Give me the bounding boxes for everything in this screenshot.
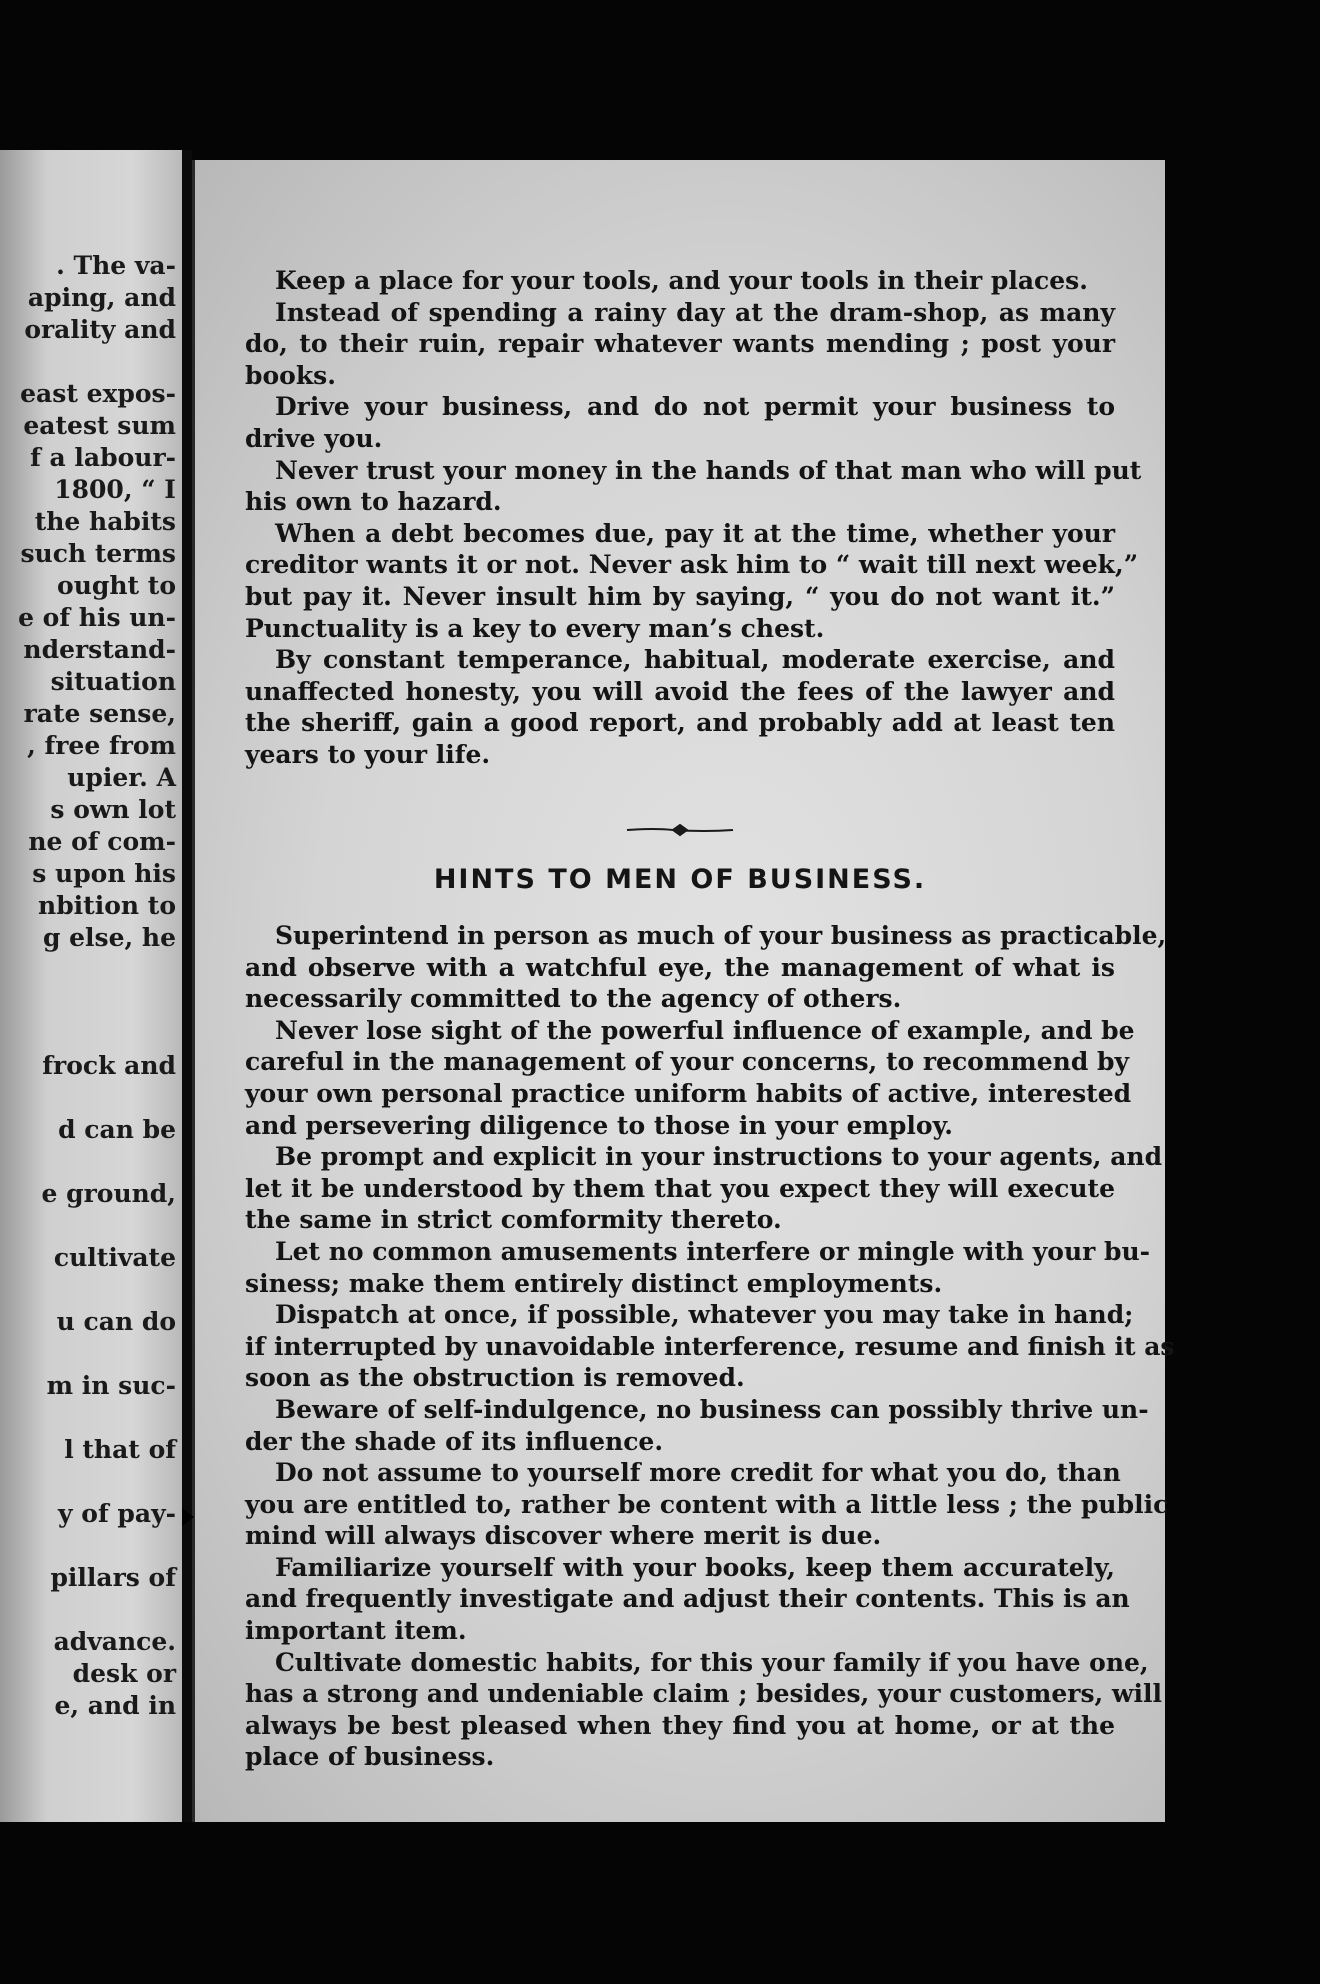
paragraph-line: By constant temperance, habitual, moderate exercise, and [275, 645, 1115, 675]
fragment-line: y of pay- [58, 1499, 176, 1528]
fragment-line: cultivate [53, 1243, 176, 1272]
paragraph-line: drive you. [245, 423, 383, 453]
paragraph-line: but pay it. Never insult him by saying, “ you do not want it.” [245, 581, 1115, 611]
fragment-line [18, 1274, 176, 1306]
page-gutter [182, 150, 192, 1822]
paragraph-line: mind will always discover where merit is due. [245, 1521, 882, 1551]
paragraph-line: Cultivate domestic habits, for this your family if you have one, [275, 1647, 1149, 1677]
paragraph-line: years to your life. [245, 739, 491, 769]
paragraph-line: Punctuality is a key to every man’s chest. [245, 613, 825, 643]
fragment-line [18, 1594, 176, 1626]
paragraph-line: careful in the management of your concerns, to recommend by [245, 1047, 1130, 1077]
fragment-line [18, 1466, 176, 1498]
paragraph-line: soon as the obstruction is removed. [245, 1363, 745, 1393]
fragment-line: , free from [27, 731, 176, 760]
fragment-line [18, 1210, 176, 1242]
paragraph-line: and persevering diligence to those in your employ. [245, 1110, 953, 1140]
lower-text-block [245, 920, 1175, 1773]
paragraph-line: Never trust your money in the hands of that man who will put [275, 455, 1142, 485]
divider-ornament [625, 822, 735, 838]
fragment-line [18, 1338, 176, 1370]
fragment-line: u can do [56, 1307, 176, 1336]
paragraph-line: Drive your business, and do not permit your business to [275, 392, 1115, 422]
paragraph-line: his own to hazard. [245, 487, 502, 517]
paragraph-line: always be best pleased when they find you at home, or at the [245, 1710, 1115, 1740]
paragraph-line: When a debt becomes due, pay it at the time, whether your [275, 518, 1115, 548]
fragment-line: orality and [24, 315, 176, 344]
fragment-line: l that of [64, 1435, 176, 1464]
fragment-line [18, 1530, 176, 1562]
fragment-line: such terms [20, 539, 176, 568]
upper-text-block [245, 265, 1142, 771]
paragraph-line: siness; make them entirely distinct employments. [245, 1268, 943, 1298]
paragraph-line: and frequently investigate and adjust their contents. This is an [245, 1584, 1130, 1614]
paragraph-line: Be prompt and explicit in your instructions to your agents, and [275, 1142, 1163, 1172]
paragraph-line: books. [245, 360, 336, 390]
fragment-line: upier. A [67, 763, 176, 792]
fragment-line: east expos- [20, 379, 176, 408]
fragment-line: d can be [58, 1115, 176, 1144]
paragraph-line: let it be understood by them that you expect they will execute [245, 1173, 1115, 1203]
fragment-line: ought to [57, 571, 176, 600]
paragraph-line: unaffected honesty, you will avoid the fees of the lawyer and [245, 676, 1115, 706]
fragment-line [18, 1402, 176, 1434]
paragraph-line: has a strong and undeniable claim ; besides, your customers, will [245, 1679, 1162, 1709]
fragment-line [18, 1018, 176, 1050]
paragraph-line: Let no common amusements interfere or mingle with your bu- [275, 1236, 1151, 1266]
fragment-line: the habits [34, 507, 176, 536]
paragraph-line: der the shade of its influence. [245, 1426, 664, 1456]
fragment-line: m in suc- [46, 1371, 176, 1400]
fragment-line: advance. [53, 1627, 176, 1656]
previous-page-fragment [0, 150, 190, 1822]
fragment-line: desk or [72, 1659, 176, 1688]
paragraph-line: you are entitled to, rather be content with a little less ; the public [245, 1489, 1169, 1519]
fragment-line: pillars of [50, 1563, 176, 1592]
fragment-line: g else, he [42, 923, 176, 952]
fragment-line: ne of com- [28, 827, 176, 856]
fragment-line: 1800, “ I [54, 475, 176, 504]
fragment-line: rate sense, [23, 699, 176, 728]
section-heading: HINTS TO MEN OF BUSINESS. [433, 864, 927, 895]
fragment-line: nderstand- [23, 635, 176, 664]
paragraph-line: Familiarize yourself with your books, keep them accurately, [275, 1552, 1115, 1582]
fragment-line: situation [50, 667, 176, 696]
paragraph-line: Never lose sight of the powerful influence of example, and be [275, 1015, 1135, 1045]
page-edge-mark [182, 1508, 194, 1526]
paragraph-line: Do not assume to yourself more credit for what you do, than [275, 1458, 1121, 1488]
fragment-line: s own lot [50, 795, 176, 824]
paragraph-line: Keep a place for your tools, and your tools in their places. [275, 266, 1088, 295]
paragraph-line: the sheriff, gain a good report, and probably add at least ten [245, 708, 1115, 738]
document-page [192, 160, 1175, 1822]
fragment-line: e ground, [41, 1179, 176, 1208]
paragraph-line: the same in strict comformity thereto. [245, 1205, 782, 1235]
fragment-line: nbition to [38, 891, 176, 920]
fragment-line [18, 346, 176, 378]
previous-page-column [18, 250, 176, 1722]
paragraph-line: if interrupted by unavoidable interference, resume and finish it as [245, 1331, 1175, 1361]
paragraph-line: do, to their ruin, repair whatever wants mending ; post your [245, 329, 1115, 359]
paragraph-line: creditor wants it or not. Never ask him to “ wait till next week,” [245, 550, 1139, 580]
paragraph-line: your own personal practice uniform habits of active, interested [245, 1078, 1132, 1108]
fragment-line: aping, and [27, 283, 176, 312]
fragment-line: eatest sum [23, 411, 176, 440]
fragment-line [18, 986, 176, 1018]
paragraph-line: Superintend in person as much of your business as practicable, [275, 921, 1167, 950]
paragraph-line: important item. [245, 1616, 467, 1646]
fragment-line [18, 954, 176, 986]
fragment-line: f a labour- [30, 443, 176, 472]
fragment-line: frock and [42, 1051, 176, 1080]
fragment-line [18, 1146, 176, 1178]
paragraph-line: Beware of self-indulgence, no business can possibly thrive un- [275, 1394, 1149, 1424]
paragraph-line: necessarily committed to the agency of others. [245, 984, 902, 1014]
fragment-line: . The va- [56, 251, 176, 280]
paragraph-line: Dispatch at once, if possible, whatever you may take in hand; [275, 1300, 1134, 1330]
fragment-line: s upon his [32, 859, 176, 888]
paragraph-line: and observe with a watchful eye, the management of what is [245, 952, 1115, 982]
paragraph-line: place of business. [245, 1742, 495, 1772]
fragment-line: e of his un- [18, 603, 176, 632]
paragraph-line: Instead of spending a rainy day at the dram-shop, as many [275, 297, 1115, 327]
fragment-line [18, 1082, 176, 1114]
fragment-line: e, and in [54, 1691, 176, 1720]
